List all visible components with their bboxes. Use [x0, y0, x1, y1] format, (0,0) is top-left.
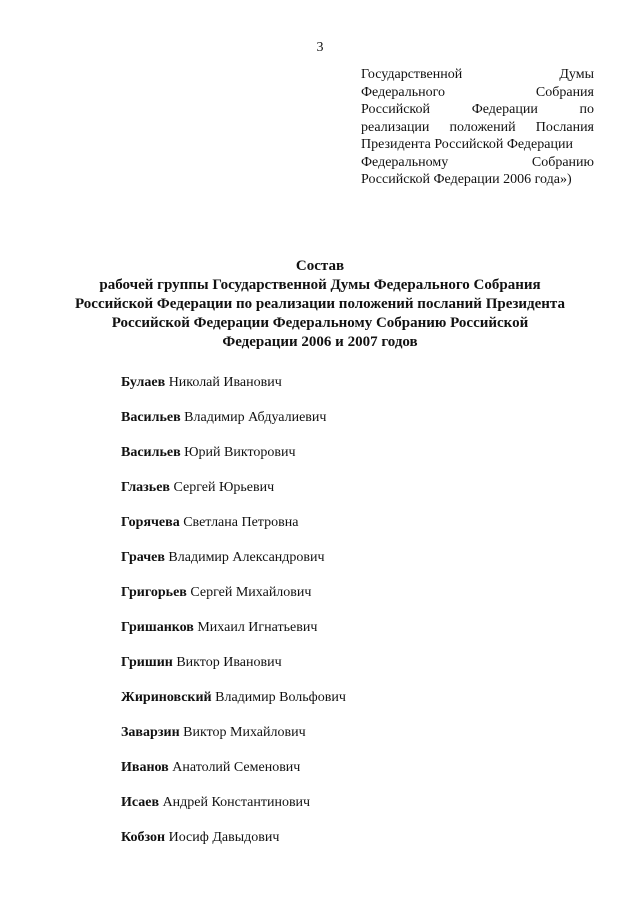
header-word: Российской: [361, 102, 430, 117]
title-line: Федерации 2006 и 2007 годов: [222, 334, 418, 350]
header-line: [361, 119, 594, 137]
title-line: Состав: [295, 258, 345, 274]
member-given-name: Виктор Иванович: [176, 655, 282, 670]
member-given-name: Михаил Игнатьевич: [197, 620, 318, 635]
member-surname: Глазьев: [121, 480, 170, 495]
member-item: [121, 794, 561, 829]
header-word: по: [579, 102, 594, 117]
member-given-name: Николай Иванович: [168, 375, 282, 390]
member-given-name: Анатолий Семенович: [172, 760, 301, 775]
member-surname: Васильев: [121, 410, 181, 425]
header-word: Президента Российской Федерации: [361, 137, 573, 152]
member-surname: Грачев: [121, 550, 165, 565]
member-given-name: Владимир Абдуалиевич: [184, 410, 327, 425]
member-surname: Заварзин: [121, 725, 180, 740]
member-given-name: Иосиф Давыдович: [168, 830, 280, 845]
member-item: [121, 829, 561, 864]
member-surname: Иванов: [121, 760, 169, 775]
header-word: Федерации: [471, 102, 538, 117]
member-surname: Жириновский: [121, 690, 212, 705]
member-surname: Васильев: [121, 445, 181, 460]
member-item: [121, 479, 561, 514]
member-item: [121, 374, 561, 409]
header-word: Собрания: [535, 84, 594, 100]
member-surname: Исаев: [121, 795, 160, 810]
header-word: реализации: [361, 119, 430, 135]
member-given-name: Виктор Михайлович: [183, 725, 306, 740]
member-item: [121, 444, 561, 479]
header-line: [361, 101, 594, 119]
header-word: Федерального: [361, 84, 446, 100]
member-surname: Гришин: [121, 655, 173, 670]
member-given-name: Андрей Константинович: [162, 795, 311, 810]
member-item: [121, 584, 561, 619]
member-item: [121, 549, 561, 584]
header-line: [361, 154, 594, 172]
header-line: [361, 171, 594, 189]
page-number: 3: [316, 40, 324, 55]
header-line: [361, 136, 594, 154]
member-item: [121, 409, 561, 444]
title-line: Российской Федерации по реализации положений посланий Президента: [75, 296, 565, 312]
header-line: [361, 66, 594, 84]
header-word: Государственной: [361, 67, 463, 82]
member-item: [121, 619, 561, 654]
member-surname: Гришанков: [121, 620, 194, 635]
member-given-name: Сергей Юрьевич: [173, 480, 275, 495]
header-word: Собранию: [531, 154, 594, 170]
member-item: [121, 514, 561, 549]
member-surname: Григорьев: [121, 585, 187, 600]
member-surname: Горячева: [121, 515, 180, 530]
header-word: Федеральному: [361, 154, 449, 170]
member-item: [121, 654, 561, 689]
member-item: [121, 759, 561, 794]
header-word: положений: [449, 119, 516, 135]
member-surname: Булаев: [121, 375, 166, 390]
member-given-name: Юрий Викторович: [184, 445, 296, 460]
member-item: [121, 724, 561, 759]
title-line: Российской Федерации Федеральному Собранию Российской: [111, 315, 529, 331]
member-item: [121, 689, 561, 724]
member-given-name: Сергей Михайлович: [190, 585, 312, 600]
header-word: Российской Федерации 2006 года»): [361, 172, 572, 187]
header-word: Думы: [559, 67, 594, 82]
header-continuation: [361, 66, 594, 189]
member-given-name: Владимир Вольфович: [215, 690, 346, 705]
member-given-name: Владимир Александрович: [168, 550, 325, 565]
title-line: рабочей группы Государственной Думы Федерального Собрания: [99, 277, 541, 293]
document-title: [60, 257, 580, 352]
member-list: [121, 374, 561, 864]
header-word: Послания: [535, 119, 594, 135]
member-surname: Кобзон: [121, 830, 166, 845]
member-given-name: Светлана Петровна: [183, 515, 299, 530]
header-line: [361, 84, 594, 102]
